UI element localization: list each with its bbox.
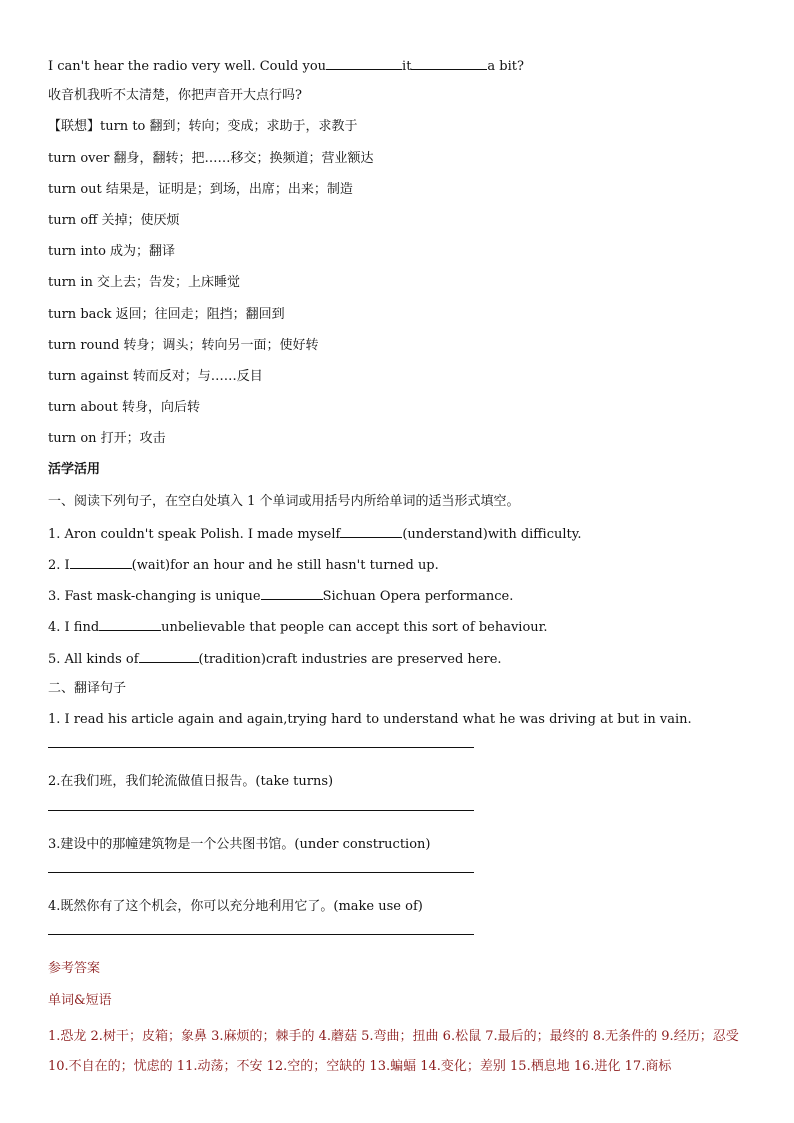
answer-line-2[interactable]	[48, 804, 768, 824]
question-1: 1. Aron couldn't speak Polish. I made myself (understand)with difficulty.	[48, 523, 768, 543]
answer-line-4[interactable]	[48, 928, 768, 948]
phrase-turn-round: turn round 转身；调头；转向另一面；使好转	[48, 337, 319, 353]
answers-subtitle: 单词&短语	[48, 992, 112, 1008]
translation-4: 4.既然你有了这个机会，你可以充分地利用它了。(make use of)	[48, 899, 423, 915]
translation-3: 3.建设中的那幢建筑物是一个公共图书馆。(under construction)	[48, 836, 431, 852]
answer-blank[interactable]	[139, 648, 199, 663]
phrase-turn-into: turn into 成为；翻译	[48, 244, 176, 260]
part-one-heading: 一、阅读下列句子，在空白处填入 1 个单词或用括号内所给单词的适当形式填空。	[48, 493, 520, 509]
section-title: 活学活用	[48, 462, 101, 478]
phrase-turn-against: turn against 转而反对；与……反目	[48, 368, 263, 384]
answers-title: 参考答案	[48, 961, 101, 977]
phrase-turn-back: turn back 返回；往回走；阻挡；翻回到	[48, 306, 285, 322]
phrase-turn-to: 【联想】turn to 翻到；转向；变成；求助于，求教于	[48, 119, 358, 135]
part-two-heading: 二、翻译句子	[48, 680, 127, 696]
example-translation: 收音机我听不太清楚，你把声音开大点行吗?	[48, 88, 302, 104]
phrase-turn-in: turn in 交上去；告发；上床睡觉	[48, 275, 240, 291]
phrase-turn-out: turn out 结果是，证明是；到场，出席；出来；制造	[48, 181, 353, 197]
example-sentence-part-3: a bit?	[487, 59, 524, 74]
answer-blank[interactable]	[340, 523, 402, 538]
question-2: 2. I (wait)for an hour and he still hasn't turned up.	[48, 554, 768, 574]
example-sentence-part-2: it	[402, 59, 412, 74]
answer-line-3[interactable]	[48, 866, 768, 886]
blank-2	[411, 55, 487, 70]
question-4: 4. I find unbelievable that people can accept this sort of behaviour.	[48, 616, 768, 636]
answer-blank[interactable]	[261, 585, 323, 600]
answer-blank[interactable]	[99, 616, 161, 631]
blank-1	[326, 55, 402, 70]
answer-line-1[interactable]	[48, 741, 768, 761]
phrase-turn-off: turn off 关掉；使厌烦	[48, 212, 180, 228]
answers-text: 1.恐龙 2.树干；皮箱；象鼻 3.麻烦的；棘手的 4.蘑菇 5.弯曲；扭曲 6.松鼠 7.最后的；最终的 8.无条件的 9.经历；忍受 10.不自在的；忧虑的 11.动荡；不安 12.空的；空缺的 13.蝙蝠 14.变化；差别 15.栖息地 16.进化 17.商标	[48, 1028, 739, 1074]
example-sentence-part-1: I can't hear the radio very well. Could you	[48, 59, 327, 74]
question-5: 5. All kinds of (tradition)craft industries are preserved here.	[48, 648, 768, 668]
translation-1: 1. I read his article again and again,trying hard to understand what he was driving at but in vain.	[48, 711, 692, 727]
document-page	[48, 55, 768, 1082]
phrase-turn-about: turn about 转身，向后转	[48, 400, 200, 416]
answer-blank[interactable]	[70, 554, 132, 569]
example-sentence	[48, 55, 768, 75]
phrase-turn-on: turn on 打开；攻击	[48, 431, 166, 447]
phrase-turn-over: turn over 翻身，翻转；把……移交；换频道；营业额达	[48, 150, 374, 166]
question-3: 3. Fast mask-changing is unique Sichuan Opera performance.	[48, 585, 768, 605]
translation-2: 2.在我们班，我们轮流做值日报告。(take turns)	[48, 774, 334, 790]
